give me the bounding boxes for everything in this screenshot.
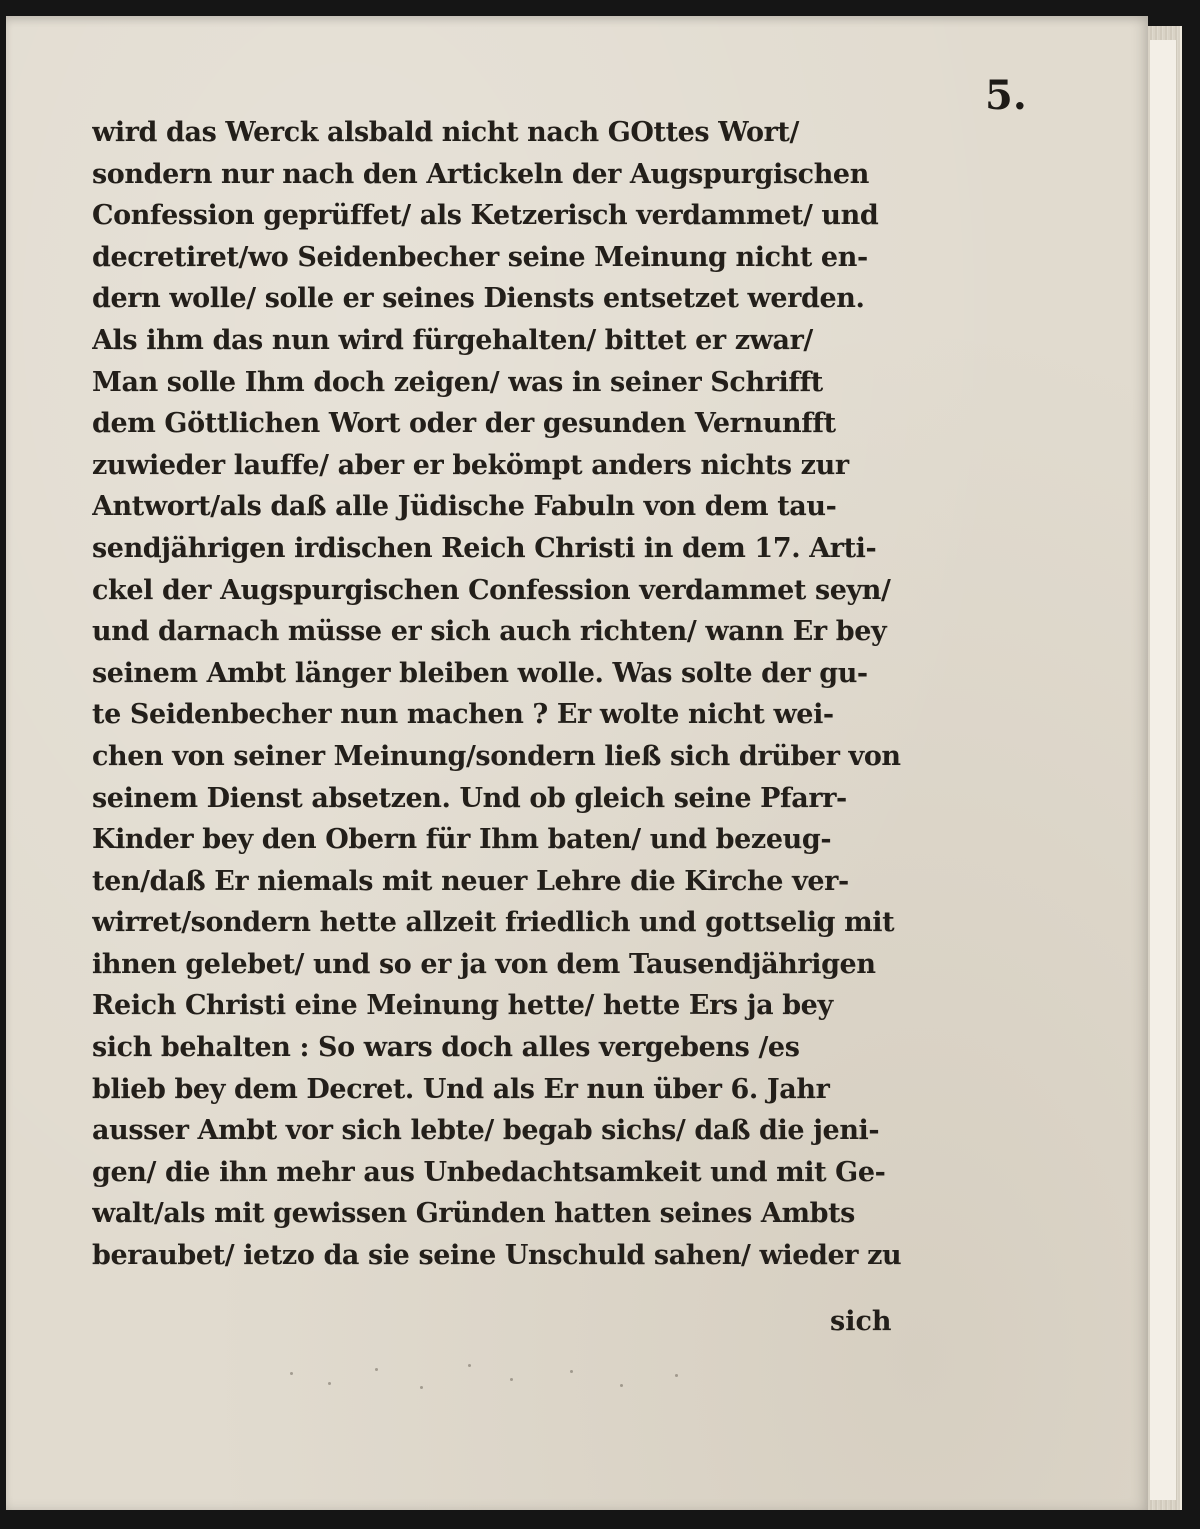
text-line-27: walt/als mit gewissen Gründen hatten seines Ambts: [92, 1198, 855, 1230]
text-line-4: decretiret/wo Seidenbecher seine Meinung nicht en-: [92, 241, 868, 273]
text-line-25: ausser Ambt vor sich lebte/ begab sichs/ daß die jeni-: [92, 1115, 880, 1147]
text-line-18: Kinder bey den Obern für Ihm baten/ und bezeug-: [92, 824, 832, 856]
text-line-26: gen/ die ihn mehr aus Unbedachtsamkeit und mit Ge-: [92, 1156, 886, 1188]
text-line-10: Antwort/als daß alle Jüdische Fabuln von dem tau-: [92, 491, 837, 523]
text-line-13: und darnach müsse er sich auch richten/ wann Er bey: [92, 616, 887, 648]
text-line-17: seinem Dienst absetzen. Und ob gleich seine Pfarr-: [92, 782, 847, 814]
text-line-8: dem Göttlichen Wort oder der gesunden Vernunfft: [92, 408, 836, 440]
text-line-12: ckel der Augspurgischen Confession verdammet seyn/: [92, 574, 891, 606]
text-line-23: sich behalten : So wars doch alles vergebens /es: [92, 1032, 800, 1064]
text-line-11: sendjährigen irdischen Reich Christi in dem 17. Arti-: [92, 532, 877, 564]
text-line-7: Man solle Ihm doch zeigen/ was in seiner Schrifft: [92, 366, 823, 398]
text-line-15: te Seidenbecher nun machen ? Er wolte nicht wei-: [92, 699, 834, 731]
body-text: [92, 112, 912, 1277]
text-line-2: sondern nur nach den Artickeln der Augspurgischen: [92, 158, 869, 190]
text-line-6: Als ihm das nun wird fürgehalten/ bittet er zwar/: [92, 324, 813, 356]
text-line-9: zuwieder lauffe/ aber er bekömpt anders nichts zur: [92, 449, 849, 481]
text-line-21: ihnen gelebet/ und so er ja von dem Tausendjährigen: [92, 948, 876, 980]
text-line-5: dern wolle/ solle er seines Diensts entsetzet werden.: [92, 283, 865, 315]
catchword: sich: [830, 1306, 892, 1337]
text-line-28: beraubet/ ietzo da sie seine Unschuld sahen/ wieder zu: [92, 1240, 902, 1272]
page-number: 5.: [985, 72, 1027, 119]
text-line-1: wird das Werck alsbald nicht nach GOttes Wort/: [92, 117, 799, 148]
text-line-22: Reich Christi eine Meinung hette/ hette Ers ja bey: [92, 990, 833, 1022]
text-line-20: wirret/sondern hette allzeit friedlich und gottselig mit: [92, 907, 895, 939]
text-line-19: ten/daß Er niemals mit neuer Lehre die Kirche ver-: [92, 865, 849, 897]
paper-specks: [280, 1360, 700, 1400]
page-edges-light: [1150, 40, 1176, 1500]
text-line-3: Confession geprüffet/ als Ketzerisch verdammet/ und: [92, 200, 879, 232]
text-line-24: blieb bey dem Decret. Und als Er nun über 6. Jahr: [92, 1073, 830, 1105]
text-line-14: seinem Ambt länger bleiben wolle. Was solte der gu-: [92, 657, 868, 689]
text-line-16: chen von seiner Meinung/sondern ließ sich drüber von: [92, 740, 901, 772]
